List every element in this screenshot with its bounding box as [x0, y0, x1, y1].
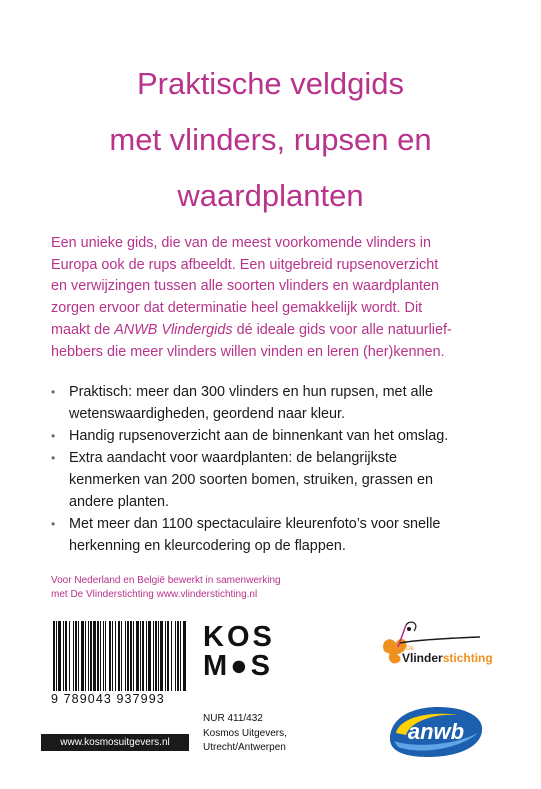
publisher-name: Kosmos Uitgevers,	[203, 727, 287, 739]
intro-paragraph	[51, 233, 511, 363]
nur-code: NUR 411/432	[203, 713, 263, 724]
bullet-icon: •	[51, 385, 56, 399]
barcode-icon	[51, 621, 189, 691]
headline-line-2: met vlinders, rupsen en	[109, 122, 432, 157]
feature-item	[51, 381, 521, 425]
headline	[0, 56, 541, 224]
feature-text: herkenning en kleurcodering op de flappen.	[69, 538, 346, 554]
credit-note	[51, 574, 281, 602]
publisher-city: Utrecht/Antwerpen	[203, 742, 286, 753]
bullet-icon: •	[51, 517, 56, 531]
anwb-logo-text: anwb	[407, 719, 465, 744]
feature-text: Met meer dan 1100 spectaculaire kleurenfoto’s voor snelle	[69, 516, 441, 532]
intro-text: dé ideale gids voor alle natuurlief-	[232, 321, 452, 338]
vlinderstichting-small-text: De	[406, 646, 414, 652]
intro-line	[51, 320, 511, 342]
website-bar: www.kosmosuitgevers.nl	[41, 734, 189, 751]
bullet-icon: •	[51, 451, 56, 465]
barcode-block	[51, 621, 189, 706]
intro-line: en verwijzingen tussen alle soorten vlinders en waardplanten	[51, 278, 439, 295]
anwb-logo	[380, 699, 490, 761]
credit-line: Voor Nederland en België bewerkt in samenwerking	[51, 575, 281, 586]
vlinderstichting-part-2: stichting	[442, 651, 493, 665]
feature-text: Handig rupsenoverzicht aan de binnenkant van het omslag.	[69, 428, 449, 444]
feature-list	[51, 381, 521, 557]
feature-item	[51, 447, 521, 513]
kosmos-logo-row-2: M●S	[203, 650, 274, 682]
headline-line-3: waardplanten	[177, 178, 364, 213]
isbn-number: 9 789043 937993	[51, 692, 165, 706]
intro-line: zorgen ervoor dat determinatie heel gemakkelijk wordt. Dit	[51, 300, 423, 317]
intro-line: Europa ook de rups afbeeldt. Een uitgebreid rupsenoverzicht	[51, 256, 439, 273]
feature-text: kenmerken van 200 soorten bomen, struiken, grassen en	[69, 472, 433, 488]
feature-text: Praktisch: meer dan 300 vlinders en hun rupsen, met alle	[69, 384, 433, 400]
kosmos-logo-row-1: KOS	[203, 621, 275, 653]
bullet-icon: •	[51, 429, 56, 443]
intro-text: maakt de	[51, 321, 115, 338]
kosmos-logo	[203, 623, 275, 681]
credit-line: met De Vlinderstichting www.vlinderstichting.nl	[51, 589, 258, 600]
headline-line-1: Praktische veldgids	[136, 66, 405, 101]
feature-text: wetenswaardigheden, geordend naar kleur.	[69, 406, 346, 422]
feature-text: andere planten.	[69, 494, 170, 510]
feature-item	[51, 513, 521, 557]
publisher-info	[203, 712, 287, 756]
intro-line: hebbers die meer vlinders willen vinden en leren (her)kennen.	[51, 343, 445, 360]
intro-line: Een unieke gids, die van de meest voorkomende vlinders in	[51, 235, 431, 251]
feature-text: Extra aandacht voor waardplanten: de belangrijkste	[69, 450, 397, 466]
vlinderstichting-wordmark	[402, 651, 493, 665]
book-title: ANWB Vlindergids	[114, 321, 233, 338]
feature-item	[51, 425, 521, 447]
vlinderstichting-part-1: Vlinder	[402, 651, 443, 665]
